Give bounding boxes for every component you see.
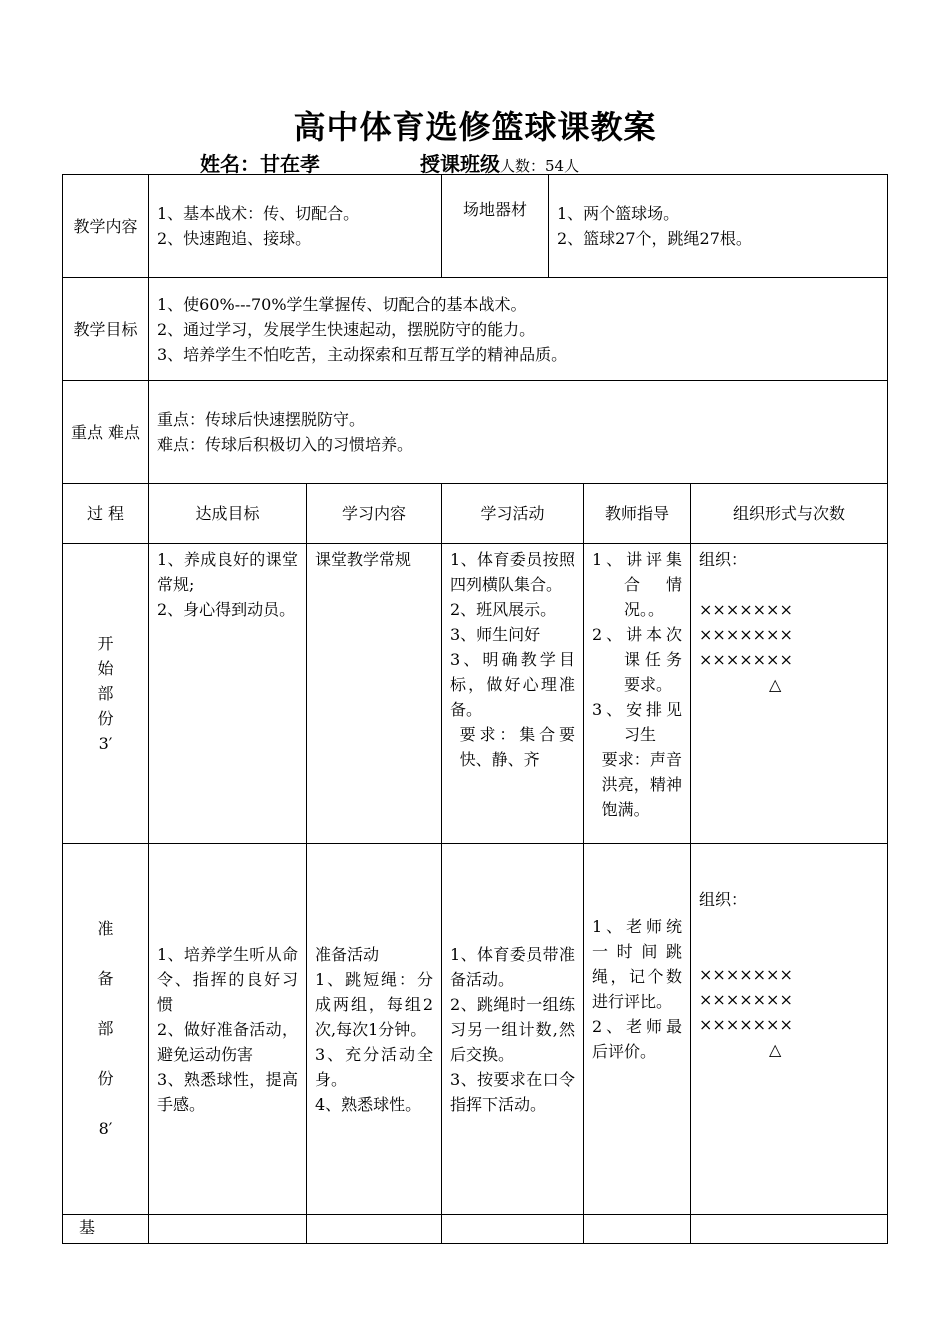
keypoint-item: 重点：传球后快速摆脱防守。 (157, 410, 366, 429)
teacher-value: 甘在孝 (260, 152, 320, 176)
stage-char: 开 (97, 634, 114, 653)
prep-goal (149, 844, 307, 1215)
stage-char: 始 (97, 659, 114, 678)
header-activity: 学习活动 (442, 484, 584, 544)
stage-char: 备 (97, 969, 114, 988)
basic-goal (149, 1215, 307, 1244)
class-label: 授课班级 (420, 152, 500, 176)
stage-basic: 基 (63, 1215, 149, 1244)
teacher-line: 3、安排见习生 (592, 700, 682, 744)
goal-item: 3、培养学生不怕吃苦，主动探索和互帮互学的精神品质。 (157, 344, 568, 364)
content-line: 4、熟悉球性。 (315, 1094, 422, 1114)
stage-char: 部 (97, 684, 114, 703)
activity-line: 2、跳绳时一组练习另一组计数,然后交换。 (450, 994, 575, 1064)
teacher-line: 1、讲评集合情况。。 (592, 550, 682, 619)
stage-char: 份 (97, 709, 114, 728)
content-item: 1、基本战术：传、切配合。 (157, 204, 360, 223)
venue-cell (549, 175, 888, 278)
goal-item: 1、使60%---70%学生掌握传、切配合的基本战术。 (157, 294, 527, 314)
basic-content (307, 1215, 442, 1244)
stage-char: 部 (97, 1019, 114, 1038)
formation-row: ××××××× (699, 600, 793, 619)
goals-label: 教学目标 (63, 278, 149, 381)
teacher-position-icon: △ (769, 675, 782, 694)
goal-line: 2、身心得到动员。 (157, 600, 296, 619)
activity-line: 1、体育委员按照四列横队集合。 (450, 550, 575, 594)
basic-activity (442, 1215, 584, 1244)
stage-time: 8′ (98, 1119, 113, 1138)
prep-teacher (584, 844, 691, 1215)
stage-start (63, 544, 149, 844)
header-organization: 组织形式与次数 (691, 484, 888, 544)
goal-line: 1、培养学生听从命令、指挥的良好习惯 (157, 944, 298, 1014)
content-line: 3、充分活动全身。 (315, 1044, 433, 1089)
teacher-position-icon: △ (769, 1040, 782, 1059)
teacher-line: 2、老师最后评价。 (592, 1017, 682, 1061)
keypoint-item: 难点：传球后积极切入的习惯培养。 (157, 435, 414, 454)
venue-label: 场地器材 (442, 175, 549, 278)
keypoints-label: 重点 难点 (63, 381, 149, 484)
start-activity (442, 544, 584, 844)
goal-line: 3、熟悉球性，提高手感。 (157, 1069, 298, 1114)
activity-requirement: 要求：集合要快、静、齐 (459, 725, 575, 769)
lesson-plan-table (62, 174, 888, 1244)
teacher-label: 姓名： (200, 152, 260, 176)
activity-line: 3、按要求在口令指挥下活动。 (450, 1069, 575, 1114)
stage-prep (63, 844, 149, 1215)
goals-cell (149, 278, 888, 381)
start-content: 课堂教学常规 (307, 544, 442, 844)
venue-item: 1、两个篮球场。 (557, 204, 680, 223)
keypoints-cell (149, 381, 888, 484)
goal-item: 2、通过学习，发展学生快速起动，摆脱防守的能力。 (157, 319, 536, 339)
start-organization (691, 544, 888, 844)
basic-organization (691, 1215, 888, 1244)
start-teacher (584, 544, 691, 844)
header-goal: 达成目标 (149, 484, 307, 544)
formation-row: ××××××× (699, 990, 793, 1009)
stage-char: 准 (97, 919, 114, 938)
teacher-name (200, 148, 420, 177)
basic-teacher (584, 1215, 691, 1244)
content-item: 2、快速跑追、接球。 (157, 229, 312, 248)
formation-row: ××××××× (699, 650, 793, 669)
content-cell (149, 175, 442, 278)
goal-line: 1、养成良好的课堂常规; (157, 550, 298, 594)
prep-activity (442, 844, 584, 1215)
org-label: 组织： (699, 890, 748, 909)
formation-row: ××××××× (699, 1015, 793, 1034)
content-label: 教学内容 (63, 175, 149, 278)
header-info (200, 148, 579, 177)
content-line: 1、跳短绳：分成两组，每组2次,每次1分钟。 (315, 969, 433, 1039)
org-label: 组织： (699, 550, 748, 569)
stage-char: 份 (97, 1069, 114, 1088)
activity-line: 3、师生问好 (450, 625, 541, 644)
venue-item: 2、篮球27个，跳绳27根。 (557, 229, 752, 248)
stage-time: 3′ (98, 734, 113, 753)
formation-row: ××××××× (699, 965, 793, 984)
start-goal (149, 544, 307, 844)
header-teacher: 教师指导 (584, 484, 691, 544)
goal-line: 2、做好准备活动，避免运动伤害 (157, 1019, 298, 1064)
content-line: 准备活动 (315, 944, 380, 964)
teacher-requirement: 要求：声音洪亮，精神饱满。 (601, 750, 682, 819)
formation-row: ××××××× (699, 625, 793, 644)
teacher-line: 2、讲本次课任务要求。 (592, 625, 682, 694)
prep-content (307, 844, 442, 1215)
activity-line: 2、班风展示。 (450, 600, 557, 619)
activity-line: 3、明确教学目标，做好心理准备。 (450, 650, 575, 719)
page-title: 高中体育选修篮球课教案 (293, 108, 657, 146)
student-count: 人数：54人 (500, 157, 580, 175)
header-process: 过 程 (63, 484, 149, 544)
prep-organization (691, 844, 888, 1215)
teacher-line: 1、老师统一时间跳绳，记个数进行评比。 (592, 917, 682, 1011)
activity-line: 1、体育委员带准备活动。 (450, 944, 575, 989)
header-content: 学习内容 (307, 484, 442, 544)
